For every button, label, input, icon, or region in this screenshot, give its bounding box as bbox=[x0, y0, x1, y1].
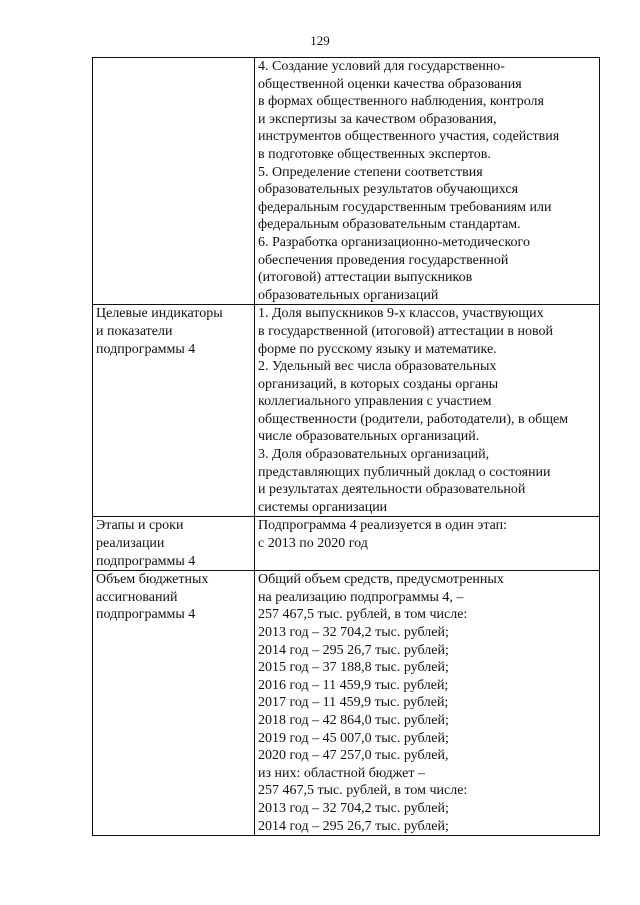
text-line: на реализацию подпрограммы 4, – bbox=[258, 589, 464, 605]
text-line: инструментов общественного участия, содействия bbox=[258, 129, 560, 145]
text-line: 2013 год – 32 704,2 тыс. рублей; bbox=[258, 800, 449, 816]
text-line: (итоговой) аттестации выпускников bbox=[258, 270, 473, 286]
table-row-budget bbox=[93, 571, 600, 836]
label-line: подпрограммы 4 bbox=[96, 341, 196, 357]
text-line: и экспертизы за качеством образования, bbox=[258, 111, 497, 127]
label-line: Этапы и сроки bbox=[96, 518, 184, 534]
text-line: обеспечения проведения государственной bbox=[258, 252, 509, 268]
text-line: системы организации bbox=[258, 499, 388, 515]
text-line: 2019 год – 45 007,0 тыс. рублей; bbox=[258, 730, 449, 746]
content-cell-stages bbox=[255, 517, 600, 571]
content-cell-budget bbox=[255, 571, 600, 836]
text-line: 3. Доля образовательных организаций, bbox=[258, 447, 490, 463]
text-line: 2013 год – 32 704,2 тыс. рублей; bbox=[258, 625, 449, 640]
label-line: и показатели bbox=[96, 323, 173, 339]
text-line: 2018 год – 42 864,0 тыс. рублей; bbox=[258, 712, 449, 728]
label-line: ассигнований bbox=[96, 589, 178, 605]
label-line: подпрограммы 4 bbox=[96, 607, 196, 623]
text-line: Общий объем средств, предусмотренных bbox=[258, 572, 504, 588]
text-line: Подпрограмма 4 реализуется в один этап: bbox=[258, 518, 508, 534]
text-line: федеральным государственным требованиям или bbox=[258, 199, 552, 215]
text-line: образовательных результатов обучающихся bbox=[258, 182, 519, 198]
text-line: 4. Создание условий для государственно- bbox=[258, 59, 505, 74]
text-line: числе образовательных организаций. bbox=[258, 429, 480, 445]
program-table bbox=[92, 57, 600, 836]
label-cell-indicators bbox=[93, 305, 255, 517]
text-line: общественности (родители, работодатели), в общем bbox=[258, 411, 569, 427]
table-row-indicators bbox=[93, 305, 600, 517]
page-number: 129 bbox=[310, 33, 330, 48]
label-cell-budget bbox=[93, 571, 255, 836]
text-line: с 2013 по 2020 год bbox=[258, 536, 368, 552]
text-line: образовательных организаций bbox=[258, 287, 439, 303]
text-line: организаций, в которых созданы органы bbox=[258, 376, 499, 392]
text-line: 2014 год – 295 26,7 тыс. рублей; bbox=[258, 818, 449, 834]
text-line: 257 467,5 тыс. рублей, в том числе: bbox=[258, 783, 468, 799]
text-line: 2020 год – 47 257,0 тыс. рублей, bbox=[258, 748, 449, 764]
text-line: 1. Доля выпускников 9-х классов, участвующих bbox=[258, 306, 544, 322]
text-line: 2015 год – 37 188,8 тыс. рублей; bbox=[258, 660, 449, 676]
text-line: в подготовке общественных экспертов. bbox=[258, 146, 491, 162]
text-line: 2017 год – 11 459,9 тыс. рублей; bbox=[258, 695, 449, 711]
text-line: и результатах деятельности образовательной bbox=[258, 482, 526, 498]
text-line: общественной оценки качества образования bbox=[258, 76, 522, 92]
text-line: 5. Определение степени соответствия bbox=[258, 164, 483, 180]
label-line: реализации bbox=[96, 536, 165, 552]
text-line: 2014 год – 295 26,7 тыс. рублей; bbox=[258, 642, 449, 658]
label-line: Объем бюджетных bbox=[96, 572, 209, 588]
content-cell-tasks bbox=[255, 58, 600, 305]
text-line: в государственной (итоговой) аттестации в новой bbox=[258, 323, 553, 339]
table-row-stages bbox=[93, 517, 600, 571]
label-line: Целевые индикаторы bbox=[96, 306, 223, 322]
text-line: коллегиального управления с участием bbox=[258, 394, 492, 410]
text-line: 2016 год – 11 459,9 тыс. рублей; bbox=[258, 677, 449, 693]
label-cell-empty bbox=[93, 58, 255, 305]
text-line: из них: областной бюджет – bbox=[258, 765, 426, 781]
text-line: в формах общественного наблюдения, контроля bbox=[258, 94, 544, 110]
label-line: подпрограммы 4 bbox=[96, 553, 196, 569]
text-line: федеральным образовательным стандартам. bbox=[258, 217, 521, 233]
content-cell-indicators bbox=[255, 305, 600, 517]
text-line: форме по русскому языку и математике. bbox=[258, 341, 497, 357]
text-line: 6. Разработка организационно-методического bbox=[258, 234, 530, 250]
text-line: 257 467,5 тыс. рублей, в том числе: bbox=[258, 607, 468, 623]
label-cell-stages bbox=[93, 517, 255, 571]
table-row-tasks-continued bbox=[93, 58, 600, 305]
text-line: 2. Удельный вес числа образовательных bbox=[258, 359, 497, 375]
text-line: представляющих публичный доклад о состоянии bbox=[258, 464, 551, 480]
